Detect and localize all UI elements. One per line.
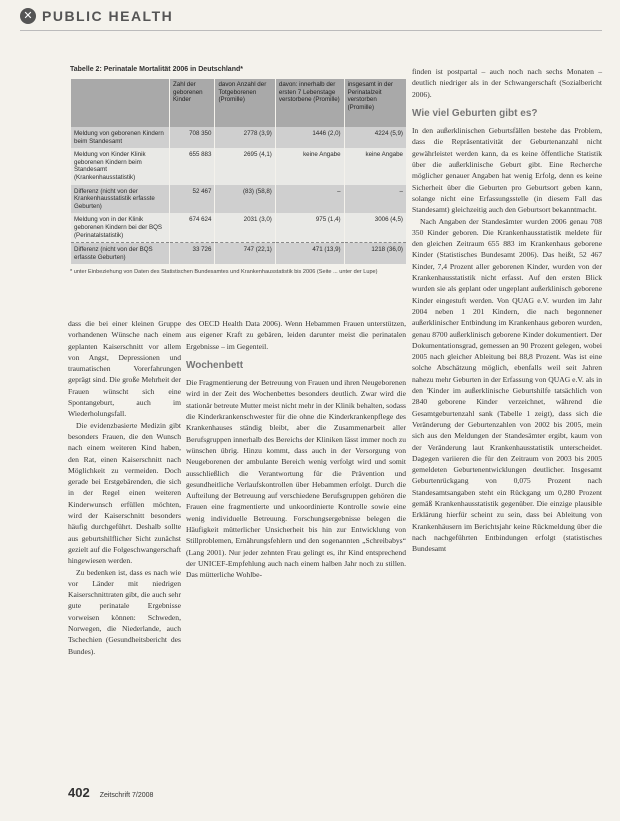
table-cell: 747 (22,1) <box>215 243 275 265</box>
page-footer <box>68 785 153 800</box>
table-cell: keine Angabe <box>344 148 406 184</box>
table-cell: 52 467 <box>170 185 215 214</box>
paragraph: Die Fragmentierung der Betreuung von Frauen und ihren Neugeborenen wird in der Zeit des Wochenbettes besonders deutlich. Zwar wird die stationär betreute Mutter meist nicht mehr in der Klinik behalten, sodass die Kinderkrankenschwester für die ohne die Kinderkrankenpflege des Krankenhauses ständig bleibt, aber die Zusammenarbeit aller Berufsgruppen innerhalb des Bereichs der Kliniken lässt immer noch zu wünschen übrig. Hinzu kommt, dass auch in der Versorgung von Neugeborenen der ambulante Bereich wenig verfolgt wird und somit ausschließlich die Verantwortung für die Prävention und gesundheitliche Verlaufskontrollen über Hebammen erfolgt. Durch die Aufteilung der Betreuung auf verschiedene Berufsgruppen gehören die Frauen eine fragmentierte und unkoordinierte Kontrolle sowie eine wenig individuelle Betreuung. Forschungsergebnisse belegen die Häufigkeit mütterlicher Unsicherheit bis hin zur Entwicklung von Stillproblemen, Ernährungsfehlern und den sogenannten „Schreibabys“ (Lang 2001). Nur jeder zehnten Frau gelingt es, ihr Kind entsprechend der UNICEF-Empfehlung auch nach einem halben Jahr noch zu stillen. Das mütterliche Wohlbe- <box>186 378 406 580</box>
table-cell: Meldung von in der Klinik geborenen Kindern bei der BQS (Perinatalstatistik) <box>71 213 170 242</box>
section-heading-wochenbett: Wochenbett <box>186 359 244 371</box>
paragraph: finden ist postpartal – auch noch nach sechs Monaten – deutlich niedriger als in der Schwangerschaft (Sozialbericht 2006). <box>412 67 602 99</box>
table-cell: Differenz (nicht von der BQS erfasste Geburten) <box>71 243 170 265</box>
table-row <box>71 213 407 242</box>
journal-name: Zeitschrift 7/2008 <box>99 792 154 799</box>
left-column <box>68 318 181 657</box>
table-header-cell: davon Anzahl der Totgeborenen (Promille) <box>215 79 275 127</box>
middle-column <box>186 318 406 581</box>
table-header-cell: insgesamt in der Perinatalzeit verstorben (Promille) <box>344 79 406 127</box>
table-cell: 471 (13,9) <box>275 243 344 265</box>
section-title: PUBLIC HEALTH <box>42 8 174 24</box>
section-header <box>20 8 173 24</box>
table-header-cell <box>71 79 170 127</box>
table-cell: 674 624 <box>170 213 215 242</box>
mortality-table <box>70 79 406 264</box>
table-header-cell: Zahl der geborenen Kinder <box>170 79 215 127</box>
table-cell: 708 350 <box>170 127 215 148</box>
right-column <box>412 66 602 554</box>
paragraph: Nach Angaben der Standesämter wurden 2006 genau 708 350 Kinder geboren. Die Krankenhausstatistik meldete für den gleichen Zeitraum 655 883 im Krankenhaus geborene Kinder (Statistisches Bundesamt 2006). Das heißt, 52 467 Kinder, 7,4 Prozent aller geborenen Kinder, wurden von der Krankenhausstatistik nicht erfasst. Auf den ersten Blick wurden sie als geplant oder ungeplant außerklinisch geborene Kinder eingestuft werden. Von QUAG e.V. wurden im Jahr 2004 neben 1 201 Kindern, die nach begonnener außerklinischer Entbindung im Krankenhaus geboren wurden, genau 8700 außerklinisch geborene Kinder dokumentiert. Der Dokumentationsgrad, gemessen an 90 Prozent gelegen, wobei 2005 nach gleicher Ableitung bei 88,8 Prozent. Was ist eine solche Abschätzung möglich, ebenfalls weil seit Jahren nahezu mehr Geburten in der Erfassung von QUAG e.V. als in den 'Kinder im außerklinische Geburtshilfe tatsächlich von 2840 geborene Kinder verzeichnet, während die Gesamtgeburtenzahl sank (Tabelle 1 zeigt), dass sich die Veränderung der Geburtenzahlen von 2002 bis 2005, mein sich aus den Meldungen der Standesämter ergibt, kaum von der Veränderung laut Krankenhausstatistik unterscheidet. Dagegen variieren die für den Zeitraum von 2003 bis 2005 gemeldeten Geburtenentwicklungen deutlicher. Insgesamt Geburtenrückgang von 0,075 Prozent nach Standesamtsangaben steht ein Rückgang um 0,280 Prozent gemäß Krankenhausstatistik gegenüber. Die einzige plausible Erklärung hierfür scheint zu sein, dass bei Ableitung von Krankenhäusern im Berichtsjahr keine Rückmeldung über die nach nachgeführten Entbindungen erfolgt (statistisches Bundesamt <box>412 216 602 554</box>
table-cell: 2031 (3,0) <box>215 213 275 242</box>
x-circle-icon: ✕ <box>20 8 36 24</box>
table-cell: 1218 (36,0) <box>344 243 406 265</box>
table-row <box>71 243 407 265</box>
table-cell: 2695 (4,1) <box>215 148 275 184</box>
paragraph: des OECD Health Data 2006). Wenn Hebammen Frauen unterstützen, aus eigener Kraft zu gebären, leiden darunter meist die perinatalen Ergebnisse – im Gegenteil. <box>186 319 406 351</box>
table-row <box>71 185 407 214</box>
table-cell: 975 (1,4) <box>275 213 344 242</box>
table-caption: Tabelle 2: Perinatale Mortalität 2006 in Deutschland* <box>70 66 243 73</box>
paragraph: In den außerklinischen Geburtsfällen bestehe das Problem, dass die Repräsentativität der Geburtenanzahl nicht gewährleistet werden kann, da es keine öffentliche Statistik über die außerklinische Geburt gibt. Eine Recherche möglicher genauer Angaben hat wenig Erfolg, denn es keine Sicherheit über die Geburten pro Geburtsort geben kann, solange nicht eine Erfassungsstelle (in diesem Fall das Standesamt) gleichzeitig auch den Geburtsort bekanntmacht. <box>412 126 602 215</box>
table-cell: Differenz (nicht von der Krankenhausstatistik erfasste Geburten) <box>71 185 170 214</box>
section-heading-geburten: Wie viel Geburten gibt es? <box>412 107 538 119</box>
mortality-table-box <box>70 66 406 276</box>
table-cell: 4224 (5,9) <box>344 127 406 148</box>
table-cell: Meldung von geborenen Kindern beim Standesamt <box>71 127 170 148</box>
table-cell: (83) (58,8) <box>215 185 275 214</box>
table-header-row <box>71 79 407 127</box>
table-cell: keine Angabe <box>275 148 344 184</box>
paragraph: Zu bedenken ist, dass es nach wie vor Länder mit niedrigen Kaiserschnittraten gibt, die auch sehr gute perinatale Ergebnisse vorweisen können: Schweden, Norwegen, die Niederlande, auch Tschechien (Gesundheitsbericht des Bundes). <box>68 567 181 656</box>
table-cell: – <box>344 185 406 214</box>
table-cell: 1446 (2,0) <box>275 127 344 148</box>
table-header-cell: davon: innerhalb der ersten 7 Lebenstage verstorbene (Promille) <box>275 79 344 127</box>
table-cell: 2778 (3,9) <box>215 127 275 148</box>
page-number: 402 <box>68 785 90 800</box>
paragraph: dass die bei einer kleinen Gruppe vorhandenen Wünsche nach einem geplanten Kaiserschnitt vor allem von Angst, Depressionen und traumatischen Vorerfahrungen geprägt sind. Die große Mehrheit der Frauen wünscht sich eine Spontangeburt, auch im Wiederholungsfall. <box>68 319 181 419</box>
header-rule <box>20 30 602 31</box>
table-cell: Meldung von Kinder Klinik geborenen Kindern beim Standesamt (Krankenhausstatistik) <box>71 148 170 184</box>
table-row <box>71 127 407 148</box>
table-cell: 33 726 <box>170 243 215 265</box>
table-cell: 3006 (4,5) <box>344 213 406 242</box>
table-footnote: * unter Einbeziehung von Daten des Statistischen Bundesamtes und Krankenhausstatistik bis 2006 (Seite ... unter der Lupe) <box>70 269 378 276</box>
paragraph: Die evidenzbasierte Medizin gibt besonders Frauen, die den Wunsch nach einem weiteren Kind haben, den Rat, einen Kaiserschnitt nach Möglichkeit zu vermeiden. Doch gerade bei Erstgebärenden, die sich in der Regel einen weiteren Kinderwunsch erfüllen möchten, wird der Kaiserschnitt besonders häufig durchgeführt. Deshalb sollte aus geburtshilflicher Sicht zunächst gezielt auf die Folgeschwangerschaft hingewiesen werden. <box>68 420 181 566</box>
table-row <box>71 148 407 184</box>
table-cell: – <box>275 185 344 214</box>
table-cell: 655 883 <box>170 148 215 184</box>
